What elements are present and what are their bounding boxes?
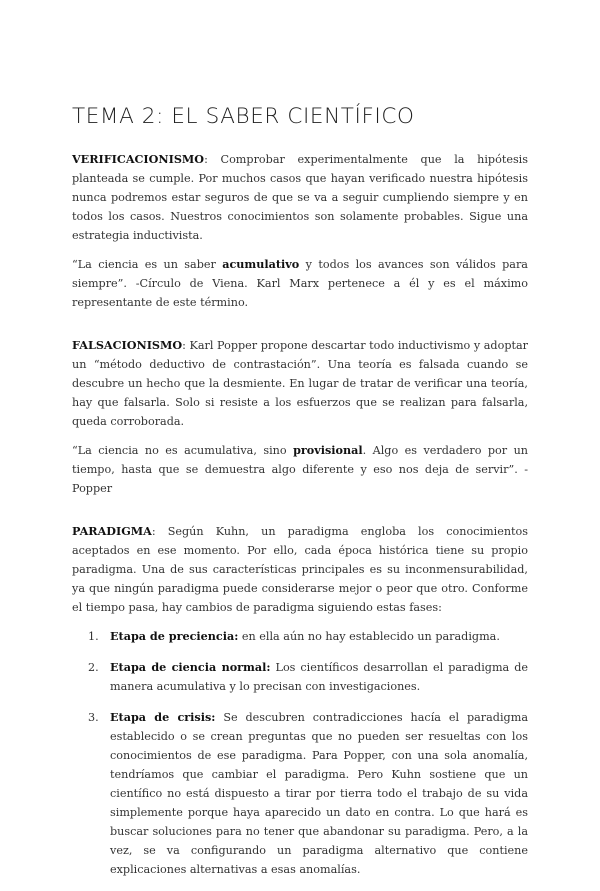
document-content xyxy=(72,150,528,891)
verificacionismo-term: VERIFICACIONISMO xyxy=(72,152,205,166)
verificacionismo-paragraph: VERIFICACIONISMO: Comprobar experimentalmente que la hipótesis planteada se cumple. Por muchos casos que hayan verificado nuestra hipótesis nunca podremos estar seguros de que se va a seguir cumpliendo siempre y en todos los casos. Nuestros conocimientos son solamente probables. Sigue una estrategia inductivista. xyxy=(72,152,529,242)
list-number: 3. xyxy=(88,711,99,724)
paradigma-body: Según Kuhn, un paradigma engloba los conocimientos aceptados en ese momento. Por ello, cada época histórica tiene su propio paradigma. Una de sus características principales es su inconmensurabilidad, ya que ningún paradigma puede considerarse mejor o peor que otro. Conforme el tiempo pasa, hay cambios de paradigma siguiendo estas fases: xyxy=(72,525,529,614)
phases-list xyxy=(72,627,528,879)
list-item: 2. Etapa de ciencia normal: Los científicos desarrollan el paradigma de manera acumulativa y lo precisan con investigaciones. xyxy=(88,660,528,693)
list-number: 2. xyxy=(88,661,99,674)
list-item: 1. Etapa de preciencia: en ella aún no hay establecido un paradigma. xyxy=(72,627,528,646)
paradigma-paragraph: PARADIGMA: Según Kuhn, un paradigma engloba los conocimientos aceptados en ese momento. Por ello, cada época histórica tiene su propio paradigma. Una de sus características principales es su inconmensurabilidad, ya que ningún paradigma puede considerarse mejor o peor que otro. Conforme el tiempo pasa, hay cambios de paradigma siguiendo estas fases: xyxy=(72,524,529,614)
list-number: 1. xyxy=(88,630,99,643)
verificacionismo-body: Comprobar experimentalmente que la hipótesis planteada se cumple. Por muchos casos que hayan verificado nuestra hipótesis nunca podremos estar seguros de que se va a seguir cumpliendo siempre y en todos los casos. Nuestros conocimientos son solamente probables. Sigue una estrategia inductivista. xyxy=(72,153,529,242)
verificacionismo-quote: “La ciencia es un saber acumulativo y todos los avances son válidos para siempre”. -Círculo de Viena. Karl Marx pertenece a él y es el máximo representante de este término. xyxy=(72,257,528,309)
falsacionismo-term: FALSACIONISMO xyxy=(72,338,183,352)
falsacionismo-paragraph: FALSACIONISMO: Karl Popper propone descartar todo inductivismo y adoptar un “método deductivo de contrastación”. Una teoría es falsada cuando se descubre un hecho que la desmiente. En lugar de tratar de verificar una teoría, hay que falsarla. Solo si resiste a los esfuerzos que se realizan para falsarla, queda corroborada. xyxy=(72,338,528,428)
falsacionismo-body: Karl Popper propone descartar todo inductivismo y adoptar un “método deductivo de contrastación”. Una teoría es falsada cuando se descubre un hecho que la desmiente. En lugar de tratar de verificar una teoría, hay que falsarla. Solo si resiste a los esfuerzos que se realizan para falsarla, queda corroborada. xyxy=(72,339,528,428)
falsacionismo-quote: “La ciencia no es acumulativa, sino provisional. Algo es verdadero por un tiempo, hasta que se demuestra algo diferente y eso nos deja de servir”. -Popper xyxy=(72,443,528,495)
list-item: 3. Etapa de crisis: Se descubren contradicciones hacía el paradigma establecido o se crean preguntas que no pueden ser resueltas con los conocimientos de ese paradigma. Para Popper, con una sola anomalía, tendríamos que cambiar el paradigma. Pero Kuhn sostiene que un científico no está dispuesto a tirar por tierra todo el trabajo de su vida simplemente porque haya aparecido un dato en contra. Lo que hará es buscar soluciones para no tener que abandonar su paradigma. Pero, a la vez, se va configurando un paradigma alternativo que contiene explicaciones alternativas a esas anomalías. xyxy=(88,710,528,876)
page-title: TEMA 2: EL SABER CIENTÍFICO xyxy=(72,104,415,129)
paradigma-term: PARADIGMA xyxy=(72,524,152,538)
